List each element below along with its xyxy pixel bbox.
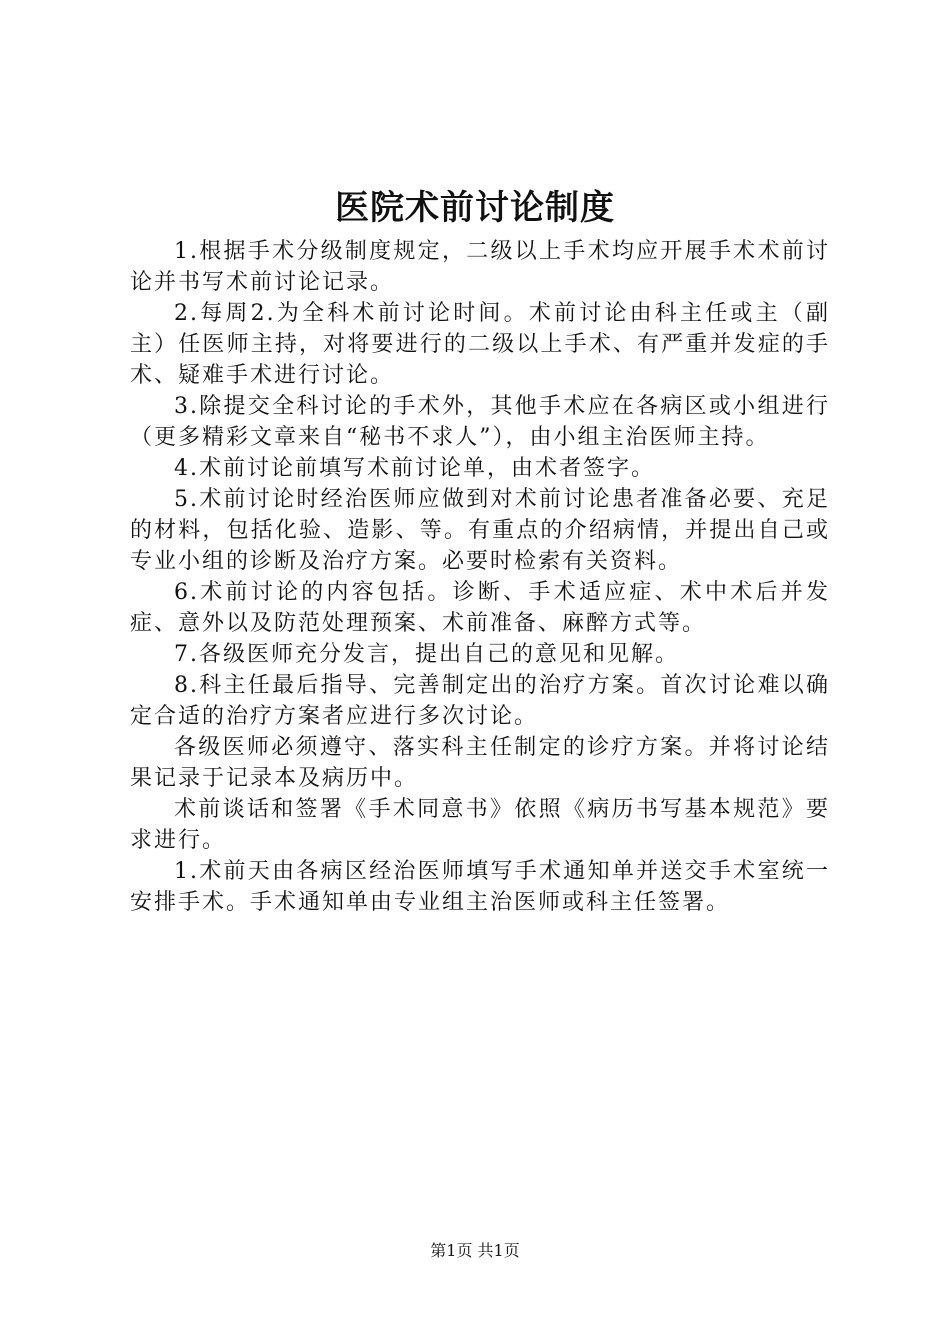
paragraph-3: 3.除提交全科讨论的手术外，其他手术应在各病区或小组进行（更多精彩文章来自“秘书不求人”），由小组主治医师主持。 bbox=[130, 394, 830, 450]
paragraph-6: 6.术前讨论的内容包括。诊断、手术适应症、术中术后并发症、意外以及防范处理预案、术前准备、麻醉方式等。 bbox=[130, 580, 830, 636]
paragraph-10: 术前谈话和签署《手术同意书》依照《病历书写基本规范》要求进行。 bbox=[130, 797, 830, 853]
paragraph-1: 1.根据手术分级制度规定，二级以上手术均应开展手术术前讨论并书写术前讨论记录。 bbox=[130, 239, 830, 295]
document-title: 医院术前讨论制度 bbox=[335, 188, 615, 228]
paragraph-4: 4.术前讨论前填写术前讨论单，由术者签字。 bbox=[174, 456, 655, 481]
paragraph-9: 各级医师必须遵守、落实科主任制定的诊疗方案。并将讨论结果记录于记录本及病历中。 bbox=[130, 735, 830, 791]
paragraph-8: 8.科主任最后指导、完善制定出的治疗方案。首次讨论难以确定合适的治疗方案者应进行多次讨论。 bbox=[130, 673, 830, 729]
paragraph-2: 2.每周2.为全科术前讨论时间。术前讨论由科主任或主（副主）任医师主持，对将要进行的二级以上手术、有严重并发症的手术、疑难手术进行讨论。 bbox=[130, 301, 830, 388]
paragraph-5: 5.术前讨论时经治医师应做到对术前讨论患者准备必要、充足的材料，包括化验、造影、等。有重点的介绍病情，并提出自己或专业小组的诊断及治疗方案。必要时检索有关资料。 bbox=[130, 487, 830, 574]
page-footer: 第1页 共1页 bbox=[430, 1241, 520, 1260]
paragraph-7: 7.各级医师充分发言，提出自己的意见和见解。 bbox=[174, 642, 679, 667]
document-body bbox=[130, 236, 830, 918]
paragraph-11: 1.术前天由各病区经治医师填写手术通知单并送交手术室统一安排手术。手术通知单由专业组主治医师或科主任签署。 bbox=[130, 859, 830, 915]
